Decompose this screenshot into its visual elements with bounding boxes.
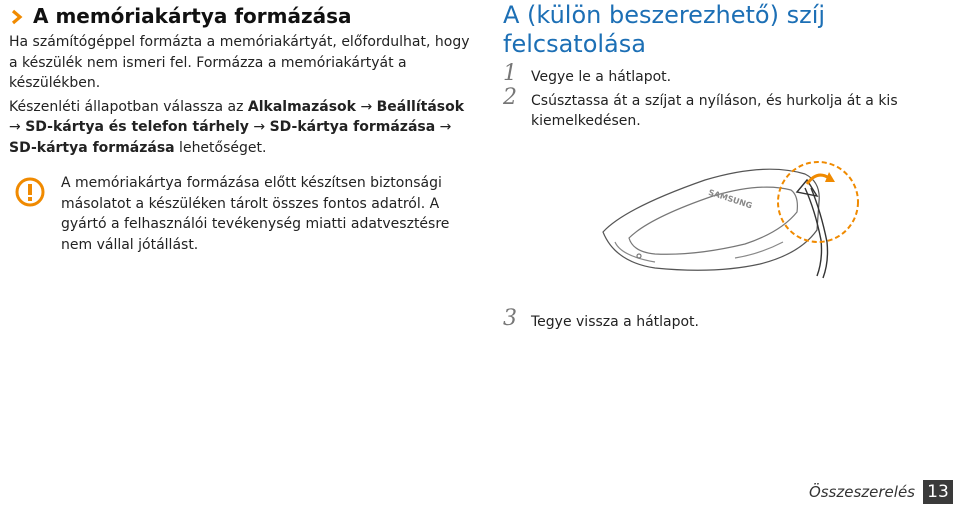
path-sd-format-confirm: SD-kártya formázása <box>9 139 175 156</box>
step-2 <box>503 85 953 131</box>
phone-brand: SAMSUNG <box>707 187 754 211</box>
instruction-text: Készenléti állapotban válassza az Alkalmazások → Beállítások → SD-kártya és telefon tárhely → SD-kártya formázása → SD-kártya formázása lehetőséget. <box>9 98 465 156</box>
chevron-right-icon <box>9 9 25 25</box>
section-title-text: A memóriakártya formázása <box>33 4 352 28</box>
step-text: Tegye vissza a hátlapot. <box>531 314 699 330</box>
path-sd-storage: SD-kártya és telefon tárhely <box>25 119 249 135</box>
step-number: 2 <box>503 85 517 110</box>
step-3 <box>503 306 903 336</box>
direction-arrow-icon <box>807 175 829 184</box>
intro-text: Ha számítógéppel formázta a memóriakártyát, előfordulhat, hogy a készülék nem ismeri fel. Formázza a memóriakártyát a készülékben. <box>9 34 470 91</box>
warning-note <box>9 173 479 255</box>
strap-loop <box>797 180 828 278</box>
footer-section: Összeszerelés <box>808 483 915 501</box>
path-sd-format: SD-kártya formázása <box>269 119 436 135</box>
arrow: → <box>253 119 266 135</box>
arrow: → <box>9 119 21 135</box>
steps-list <box>503 61 953 131</box>
left-column <box>9 0 479 255</box>
right-column <box>503 0 953 131</box>
strap-illustration <box>585 150 875 290</box>
path-settings: Beállítások <box>376 98 465 115</box>
step-number: 1 <box>503 61 517 86</box>
step-number: 3 <box>503 306 517 331</box>
arrow: → <box>360 98 373 115</box>
arrow: → <box>439 119 452 135</box>
phone-back-drawing <box>603 169 819 270</box>
section-title <box>9 0 479 29</box>
step-text: Csúsztassa át a szíjat a nyíláson, és hurkolja át a kis kiemelkedésen. <box>531 93 898 129</box>
step-text: Vegye le a hátlapot. <box>531 69 672 85</box>
step-1 <box>503 61 953 91</box>
warning-text: A memóriakártya formázása előtt készítsen biztonsági másolatot a készüléken tárolt összes fontos adatról. A gyártó a felhasználói tevékenység miatti adatvesztésre nem vállal jótállást. <box>61 175 450 253</box>
warning-icon <box>15 177 45 207</box>
page-footer <box>809 480 953 504</box>
page-number: 13 <box>923 480 953 504</box>
strap-title: A (külön beszerezhető) szíj felcsatolása <box>503 1 826 58</box>
path-apps: Alkalmazások <box>247 98 356 115</box>
